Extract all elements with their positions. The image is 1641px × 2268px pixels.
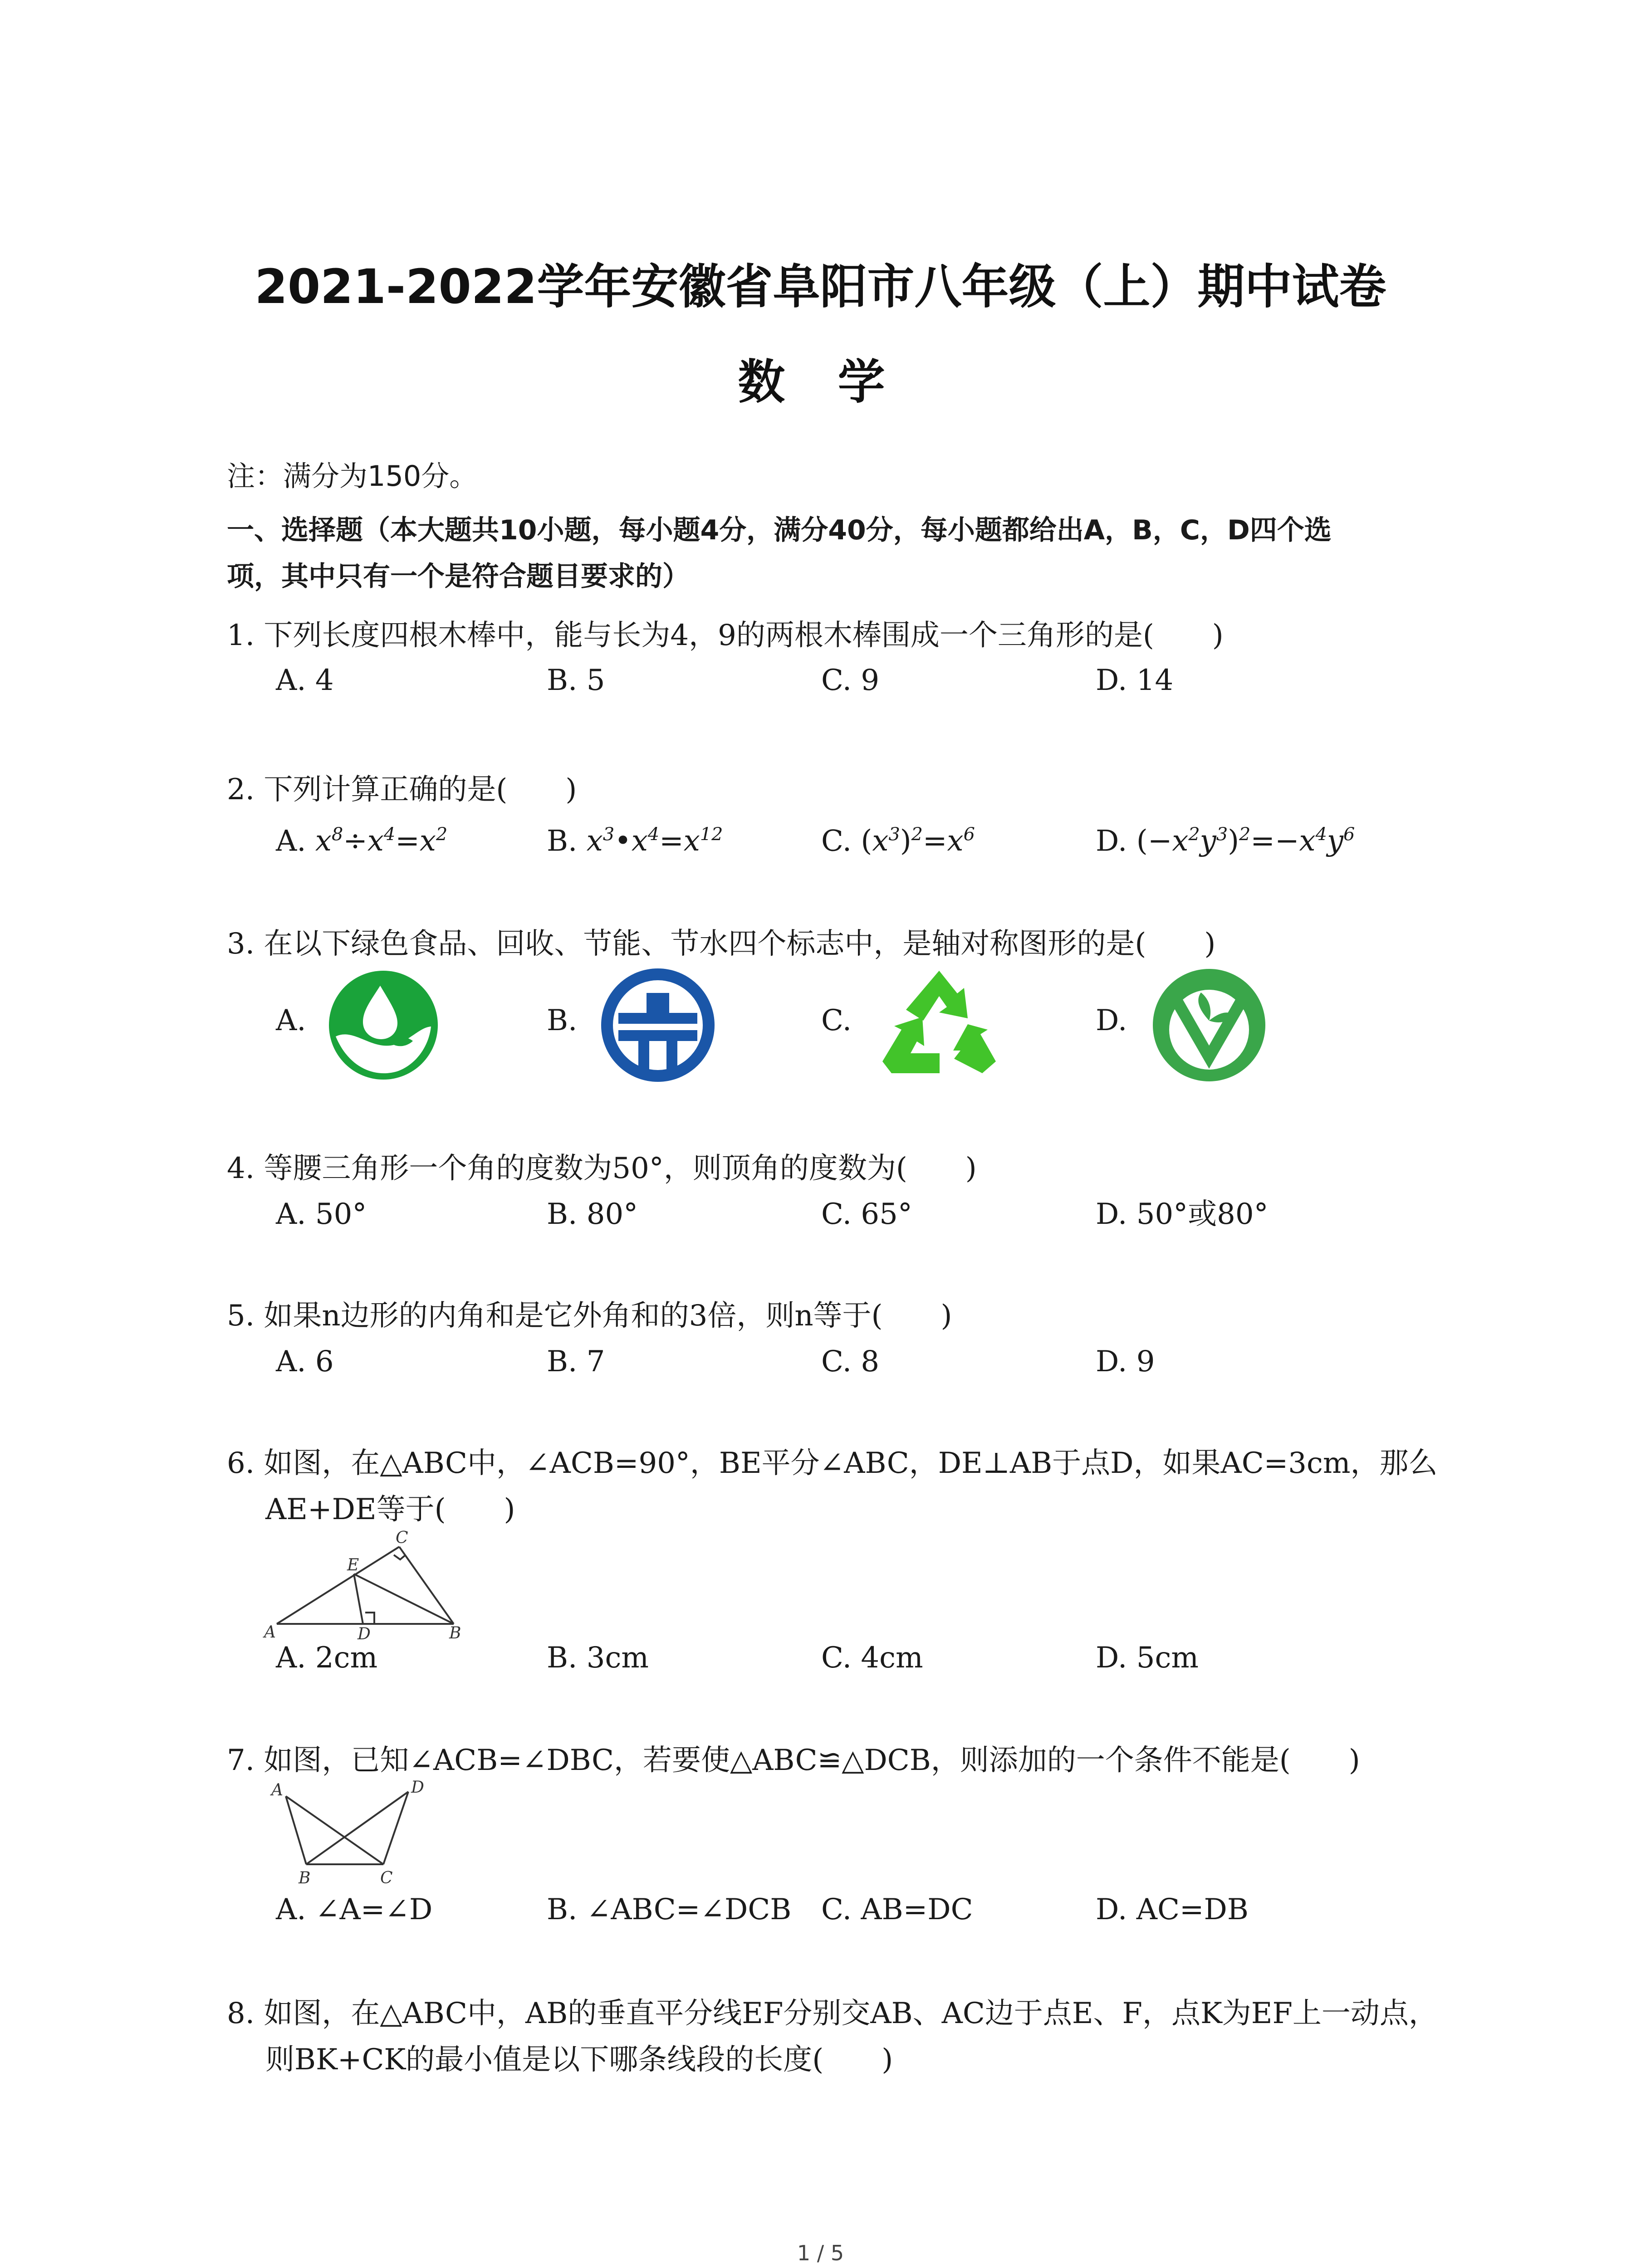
q6-option-b: B. 3cm [547,1641,649,1675]
question-1-stem: 1. 下列长度四根木棒中，能与长为4，9的两根木棒围成一个三角形的是( ) [227,619,1224,652]
q3-option-a-label: A. [276,1004,306,1037]
q6-label-d: D [358,1625,371,1643]
q7-option-c: C. AB=DC [821,1893,973,1926]
question-3-stem: 3. 在以下绿色食品、回收、节能、节水四个标志中，是轴对称图形的是( ) [227,927,1216,961]
q7-label-d: D [411,1778,424,1797]
q4-option-b: B. 80° [547,1198,638,1231]
question-6-stem-line2: AE+DE等于( ) [265,1493,515,1526]
q6-label-e: E [347,1556,359,1574]
q6-triangle-figure [263,1529,472,1642]
section-title-line1: 一、选择题（本大题共10小题，每小题4分，满分40分，每小题都给出A，B，C，D四个选 [227,514,1332,546]
recycle-sign-icon [601,968,715,1082]
section-title-line2: 项，其中只有一个是符合题目要求的） [227,561,690,592]
q6-label-c: C [396,1529,408,1547]
q6-option-d: D. 5cm [1096,1641,1199,1675]
q4-option-d: D. 50°或80° [1096,1198,1269,1231]
question-5-stem: 5. 如果n边形的内角和是它外角和的3倍，则n等于( ) [227,1299,952,1333]
q1-option-d: D. 14 [1096,664,1174,697]
water-saving-logo-icon [1150,966,1268,1084]
question-8-stem-line2: 则BK+CK的最小值是以下哪条线段的长度( ) [265,2043,893,2077]
q7-label-a: A [271,1781,283,1799]
q7-option-d: D. AC=DB [1096,1893,1249,1926]
q2-option-b-formula: $x^3•x^4=x^{12}$ [586,824,723,858]
q2-option-d [1096,816,1355,859]
q4-option-c: C. 65° [821,1198,912,1231]
page-number: 1 / 5 [797,2241,844,2265]
recycle-triangle-icon [873,966,1005,1080]
q7-option-b: B. ∠ABC=∠DCB [547,1893,792,1926]
question-8-stem-line1: 8. 如图，在△ABC中，AB的垂直平分线EF分别交AB、AC边于点E、F，点K为EF上一动点， [227,1997,1438,2030]
q2-option-d-formula: $(-x^2y^3)^2=-x^4y^6$ [1136,824,1355,858]
question-2-stem: 2. 下列计算正确的是( ) [227,773,577,807]
green-food-logo-icon [327,968,440,1082]
q2-option-b [547,816,723,859]
q6-option-c: C. 4cm [821,1641,923,1675]
q2-option-d-label: D. [1096,824,1127,858]
q5-option-c: C. 8 [821,1345,880,1378]
q2-option-a [276,816,447,859]
q1-option-c: C. 9 [821,664,880,697]
subject-title: 数 学 [738,354,903,410]
q2-option-a-label: A. [276,824,306,858]
q6-label-a: A [264,1623,276,1642]
score-note: 注：满分为150分。 [227,459,478,493]
q3-option-c-label: C. [821,1004,852,1037]
question-4-stem: 4. 等腰三角形一个角的度数为50°，则顶角的度数为( ) [227,1152,977,1185]
q2-option-a-formula: $x^8\div x^4=x^2$ [315,824,448,858]
q3-option-d-label: D. [1096,1004,1127,1037]
question-7-stem: 7. 如图，已知∠ACB=∠DBC，若要使△ABC≌△DCB，则添加的一个条件不能是( ) [227,1744,1360,1777]
q7-label-b: B [299,1869,311,1887]
q7-label-c: C [380,1869,393,1887]
q3-option-b-label: B. [547,1004,578,1037]
q5-option-a: A. 6 [276,1345,334,1378]
q6-label-b: B [449,1624,461,1642]
q4-option-a: A. 50° [276,1198,367,1231]
q2-option-c-formula: $(x^3)^2=x^6$ [861,824,975,858]
q7-congruent-triangles-figure [263,1778,454,1892]
exam-title: 2021-2022学年安徽省阜阳市八年级（上）期中试卷 [255,259,1386,314]
q5-option-b: B. 7 [547,1345,605,1378]
q5-option-d: D. 9 [1096,1345,1155,1378]
q6-option-a: A. 2cm [276,1641,378,1675]
q7-option-a: A. ∠A=∠D [276,1893,433,1926]
q2-option-b-label: B. [547,824,578,858]
q2-option-c [821,816,975,859]
q1-option-b: B. 5 [547,664,605,697]
question-6-stem-line1: 6. 如图，在△ABC中，∠ACB=90°，BE平分∠ABC，DE⊥AB于点D，如果AC=3cm，那么 [227,1447,1438,1480]
q2-option-c-label: C. [821,824,852,858]
q1-option-a: A. 4 [276,664,334,697]
